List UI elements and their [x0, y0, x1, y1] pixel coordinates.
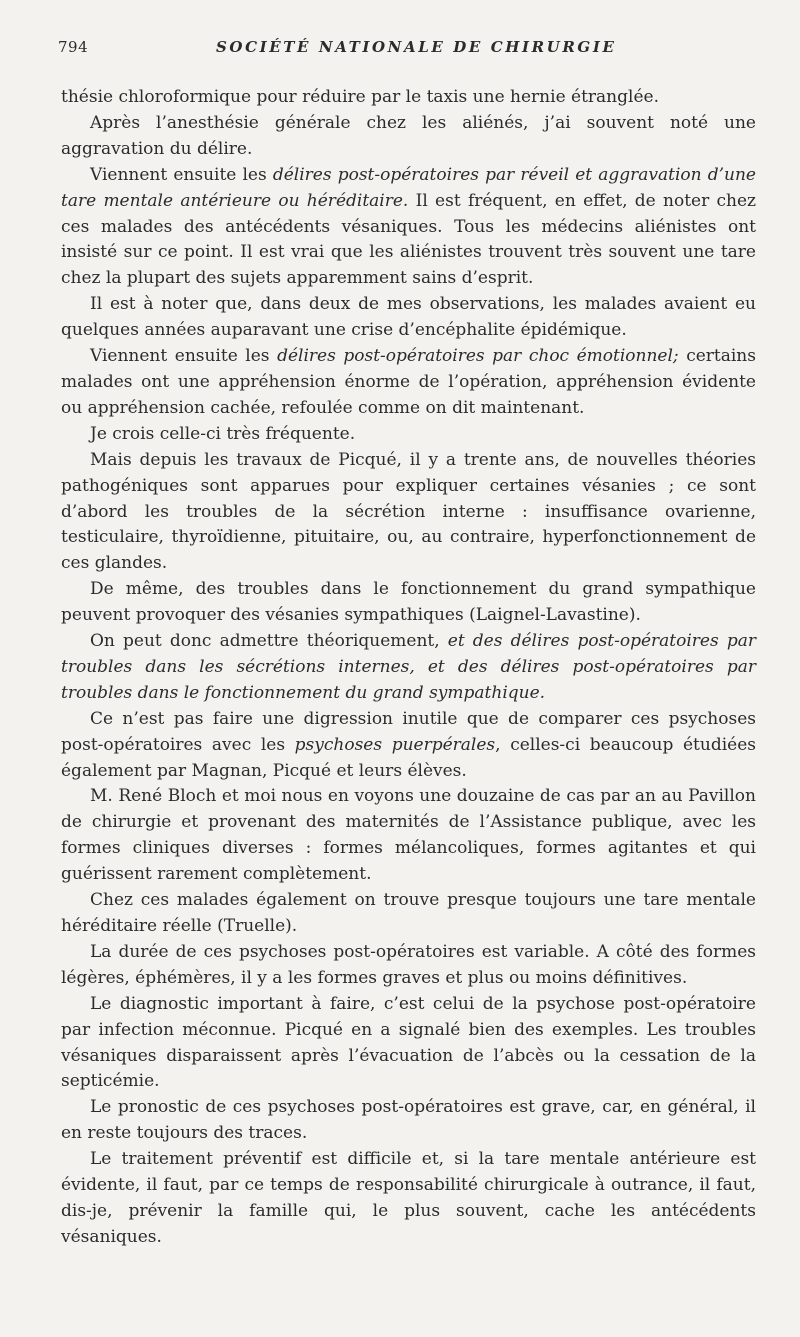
paragraph-7: Mais depuis les travaux de Picqué, il y a trente ans, de nouvelles théories pathogéniques sont apparues pour expliquer certaines vésanies ; ce sont d’abord les troubles de la sécrétion interne : insuffisance ovarienne, testiculaire, thyroïdienne, pituitaire, ou, au contraire, hyperfonctionnement de ces glandes.	[61, 449, 756, 574]
paragraph-11: M. René Bloch et moi nous en voyons une douzaine de cas par an au Pavillon de chirurgie et provenant des maternités de l’Assistance publique, avec les formes cliniques diverses : formes mélancoliques, formes agitantes et qui guérissent rarement complètement.	[61, 786, 756, 885]
running-head: SOCIÉTÉ NATIONALE DE CHIRURGIE	[216, 38, 617, 56]
paragraph-10-lead: Ce n’est pas faire une digression inutile que de comparer ces psychoses post-opératoires avec les	[61, 708, 756, 755]
paragraph-4: Il est à noter que, dans deux de mes observations, les malades avaient eu quelques années auparavant une crise d’encéphalite épidémique.	[61, 294, 756, 341]
paragraph-3-lead: Viennent ensuite les	[90, 164, 273, 185]
paragraph-9-lead: On peut donc admettre théoriquement,	[90, 631, 448, 652]
paragraph-9-emphasis: et des délires post-opératoires par troubles dans les sécrétions internes, et des délires post-opératoires par troubles dans le fonctionnement du grand sympathique.	[61, 631, 756, 703]
page-number: 794	[58, 38, 89, 56]
paragraph-5	[61, 344, 756, 422]
paragraph-5-lead: Viennent ensuite les	[90, 346, 278, 367]
paragraph-6: Je crois celle-ci très fréquente.	[90, 423, 356, 444]
paragraph-12: Chez ces malades également on trouve presque toujours une tare mentale héréditaire réelle (Truelle).	[61, 890, 756, 936]
page-header	[58, 38, 758, 62]
paragraph-8: De même, des troubles dans le fonctionnement du grand sympathique peuvent provoquer des vésanies sympathiques (Laignel-Lavastine).	[61, 579, 756, 626]
paragraph-10	[61, 707, 756, 785]
paragraph-13: La durée de ces psychoses post-opératoires est variable. A côté des formes légères, éphémères, il y a les formes graves et plus ou moins définitives.	[61, 941, 756, 988]
paragraph-15: Le pronostic de ces psychoses post-opératoires est grave, car, en général, il en reste toujours des traces.	[61, 1097, 756, 1144]
paragraph-2: Après l’anesthésie générale chez les aliénés, j’ai souvent noté une aggravation du délire.	[61, 112, 756, 159]
paragraph-3	[61, 163, 756, 293]
paragraph-3-emphasis: délires post-opératoires par réveil et aggravation d’une tare mentale antérieure ou héréditaire.	[61, 164, 756, 211]
paragraph-5-tail: certains malades ont une appréhension énorme de l’opération, appréhension évidente ou appréhension cachée, refoulée comme on dit maintenant.	[61, 346, 756, 418]
paragraph-5-emphasis: délires post-opératoires par choc émotionnel;	[277, 346, 679, 367]
paragraph-3-tail: Il est fréquent, en effet, de noter chez ces malades des antécédents vésaniques. Tous les médecins aliénistes ont insisté sur ce point. Il est vrai que les aliénistes trouvent très souvent une tare chez la plupart des sujets apparemment sains d’esprit.	[61, 190, 756, 289]
paragraph-14: Le diagnostic important à faire, c’est celui de la psychose post-opératoire par infection méconnue. Picqué en a signalé bien des exemples. Les troubles vésaniques disparaissent après l’évacuation de l’abcès ou la cessation de la septicémie.	[61, 993, 756, 1092]
paragraph-16: Le traitement préventif est difficile et, si la tare mentale antérieure est évidente, il faut, par ce temps de responsabilité chirurgicale à outrance, il faut, dis-je, prévenir la famille qui, le plus souvent, cache les antécédents vésaniques.	[61, 1149, 756, 1247]
paragraph-9	[61, 629, 756, 707]
body-text	[61, 85, 756, 1251]
paragraph-10-emphasis: psychoses puerpérales	[294, 734, 496, 755]
paragraph-1: thésie chloroformique pour réduire par le taxis une hernie étranglée.	[61, 87, 659, 107]
paragraph-10-tail: , celles-ci beaucoup étudiées également par Magnan, Picqué et leurs élèves.	[61, 734, 756, 781]
